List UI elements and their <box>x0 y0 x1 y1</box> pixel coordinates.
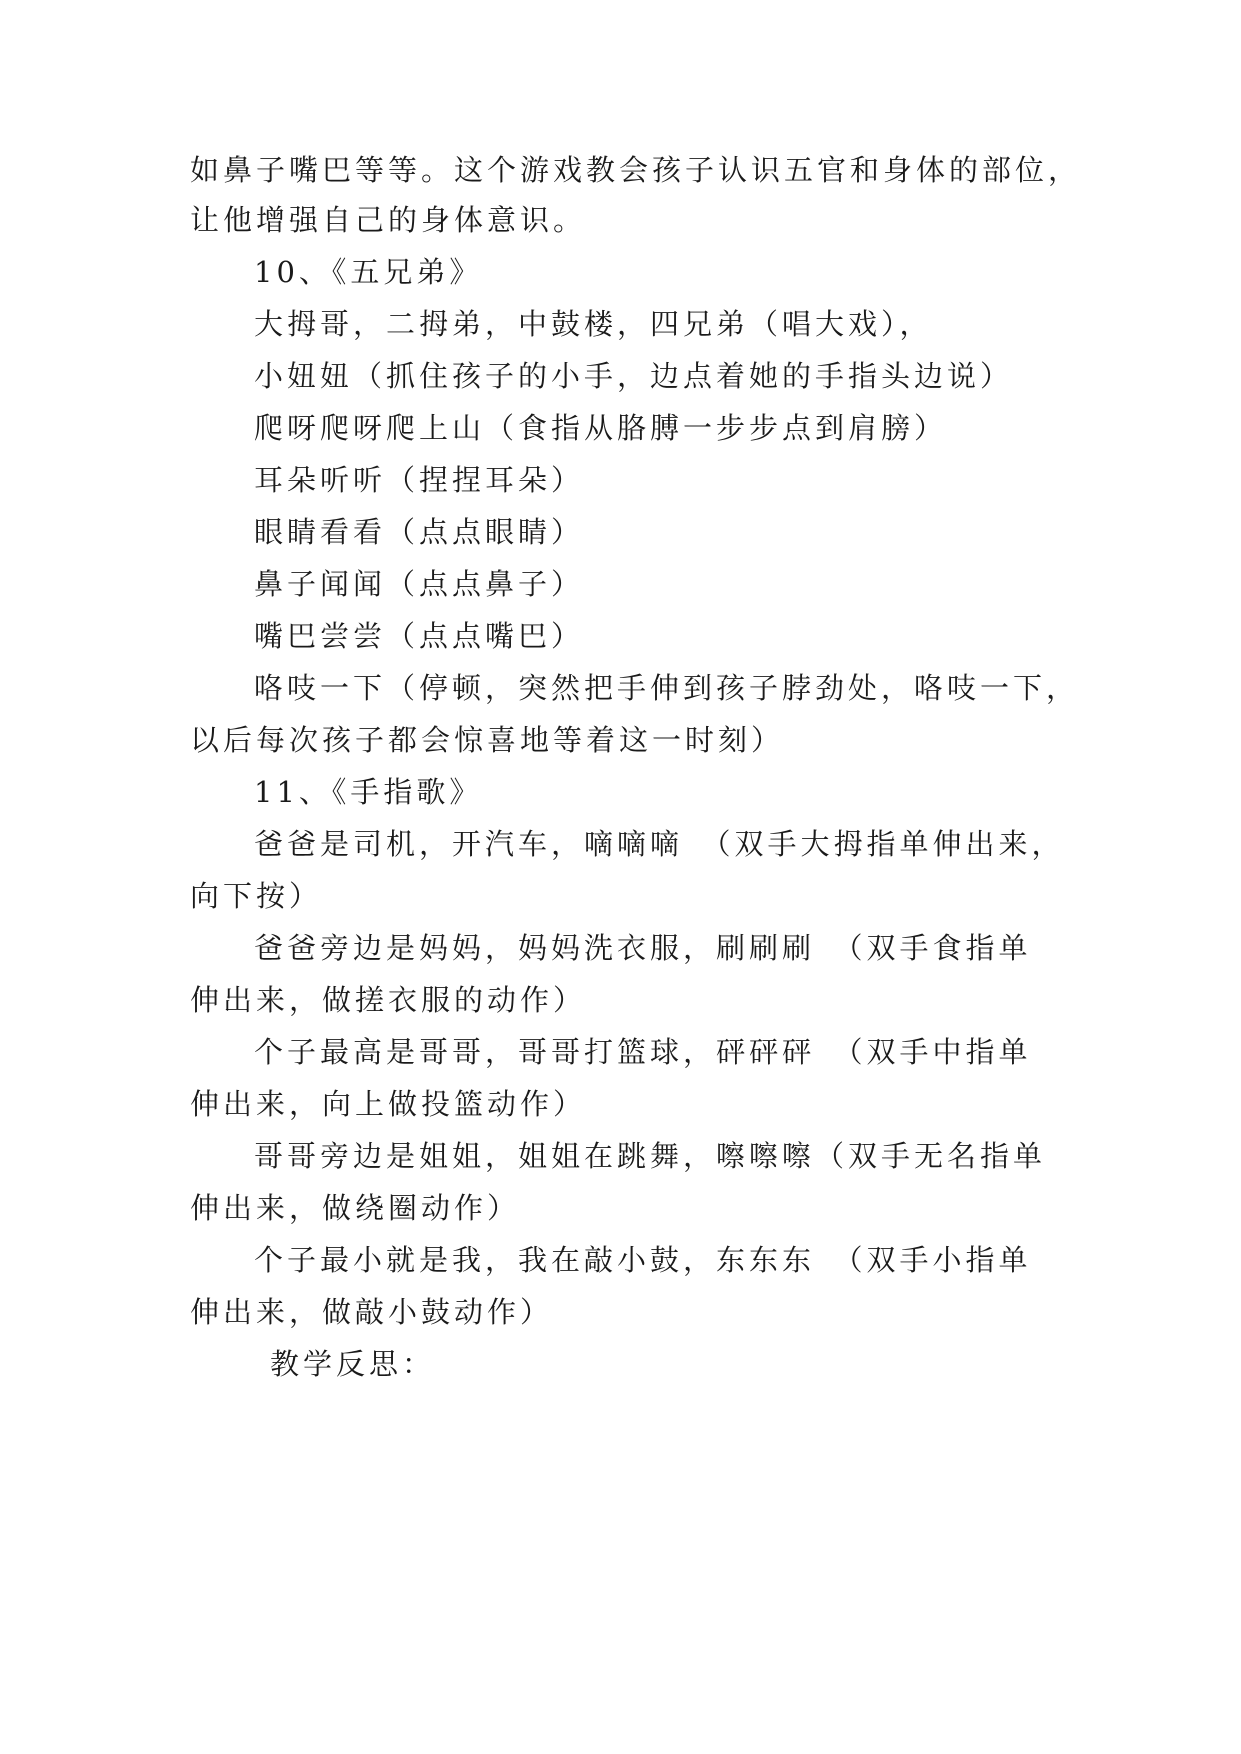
song-line: 哥哥旁边是姐姐，姐姐在跳舞，嚓嚓嚓（双手无名指单 <box>254 1139 1047 1173</box>
rhyme-line: 嘴巴尝尝（点点嘴巴） <box>254 619 585 653</box>
song-line: 伸出来，做敲小鼓动作） <box>190 1295 554 1329</box>
song-line: 伸出来，向上做投篮动作） <box>190 1087 587 1121</box>
rhyme-line: 鼻子闻闻（点点鼻子） <box>254 567 585 601</box>
rhyme-line: 以后每次孩子都会惊喜地等着这一时刻） <box>190 723 785 757</box>
section-heading-finger-song: 11、《手指歌》 <box>254 775 483 809</box>
rhyme-line: 小妞妞（抓住孩子的小手，边点着她的手指头边说） <box>254 359 1014 393</box>
paragraph-line: 让他增强自己的身体意识。 <box>190 203 587 237</box>
song-line: 爸爸旁边是妈妈，妈妈洗衣服，刷刷刷 （双手食指单 <box>254 931 1032 965</box>
song-line: 向下按） <box>190 879 323 913</box>
song-line: 个子最高是哥哥，哥哥打篮球，砰砰砰 （双手中指单 <box>254 1035 1032 1069</box>
song-line: 伸出来，做绕圈动作） <box>190 1191 521 1225</box>
song-line: 爸爸是司机，开汽车，嘀嘀嘀 （双手大拇指单伸出来， <box>254 827 1065 861</box>
paragraph-line: 如鼻子嘴巴等等。这个游戏教会孩子认识五官和身体的部位， <box>190 153 1082 187</box>
song-line: 个子最小就是我，我在敲小鼓，东东东 （双手小指单 <box>254 1243 1032 1277</box>
rhyme-line: 爬呀爬呀爬上山（食指从胳膊一步步点到肩膀） <box>254 411 948 445</box>
song-line: 伸出来，做搓衣服的动作） <box>190 983 587 1017</box>
section-heading-five-brothers: 10、《五兄弟》 <box>254 255 483 289</box>
rhyme-line: 咯吱一下（停顿，突然把手伸到孩子脖劲处，咯吱一下， <box>254 671 1080 705</box>
rhyme-line: 耳朵听听（捏捏耳朵） <box>254 463 585 497</box>
rhyme-line: 眼睛看看（点点眼睛） <box>254 515 585 549</box>
rhyme-line: 大拇哥，二拇弟，中鼓楼，四兄弟（唱大戏）， <box>254 307 933 341</box>
teaching-reflection-heading: 教学反思： <box>270 1347 436 1381</box>
